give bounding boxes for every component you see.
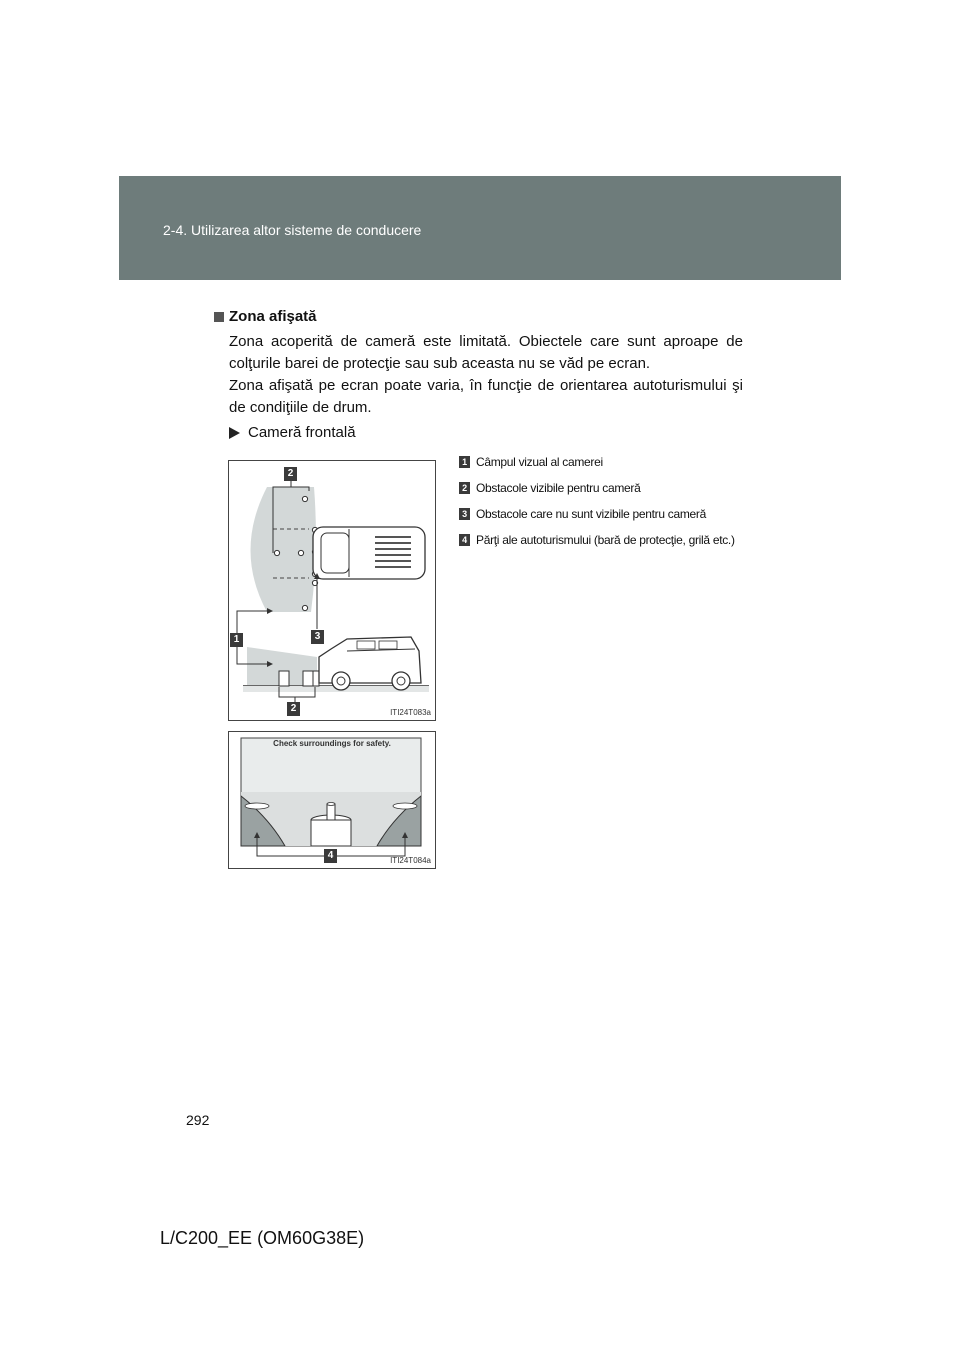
camera-field-illustration bbox=[229, 461, 435, 720]
paragraph-display-varies: Zona afişată pe ecran poate varia, în funcţie de orientarea autoturismului şi de condiţiile de drum. bbox=[229, 377, 743, 416]
legend-number-badge: 4 bbox=[459, 534, 470, 546]
footer-manual-code: L/C200_EE (OM60G38E) bbox=[160, 1228, 365, 1248]
figure-code: ITI24T083a bbox=[390, 708, 431, 717]
camera-field-diagram bbox=[228, 460, 436, 721]
callout-badge: 3 bbox=[311, 630, 324, 644]
screen-message: Check surroundings for safety. bbox=[273, 739, 391, 748]
figure-code: ITI24T084a bbox=[390, 856, 431, 865]
header-section-title: 2-4. Utilizarea altor sisteme de conducere bbox=[163, 222, 422, 238]
legend-number-badge: 2 bbox=[459, 482, 470, 494]
triangle-arrow-icon bbox=[229, 427, 240, 439]
legend-text: Obstacole care nu sunt vizibile pentru cameră bbox=[476, 507, 706, 521]
legend-text: Câmpul vizual al camerei bbox=[476, 455, 603, 469]
camera-label: Cameră frontală bbox=[248, 424, 356, 441]
page-number: 292 bbox=[186, 1112, 210, 1128]
callout-badge: 2 bbox=[287, 702, 300, 716]
square-bullet-icon bbox=[214, 312, 224, 322]
section-heading bbox=[214, 308, 317, 325]
callout-badge: 4 bbox=[324, 849, 337, 863]
callout-badge: 1 bbox=[230, 633, 243, 647]
legend-item bbox=[459, 533, 735, 547]
legend-number-badge: 1 bbox=[459, 456, 470, 468]
callout-badge: 2 bbox=[284, 467, 297, 481]
legend-item bbox=[459, 455, 735, 469]
camera-screen-diagram bbox=[228, 731, 436, 869]
camera-screen-illustration bbox=[229, 732, 435, 868]
figure-legend bbox=[459, 455, 735, 559]
legend-number-badge: 3 bbox=[459, 508, 470, 520]
legend-item bbox=[459, 481, 735, 495]
legend-item bbox=[459, 507, 735, 521]
camera-type-line bbox=[229, 424, 356, 441]
page-header bbox=[119, 176, 841, 280]
paragraph-camera-coverage: Zona acoperită de cameră este limitată. Obiectele care sunt aproape de colţurile barei de protecţie sau sub aceasta nu se văd pe ecran. bbox=[229, 333, 743, 372]
legend-text: Obstacole vizibile pentru cameră bbox=[476, 481, 641, 495]
section-title: Zona afişată bbox=[229, 308, 317, 325]
legend-text: Părţi ale autoturismului (bară de protecţie, grilă etc.) bbox=[476, 533, 735, 547]
